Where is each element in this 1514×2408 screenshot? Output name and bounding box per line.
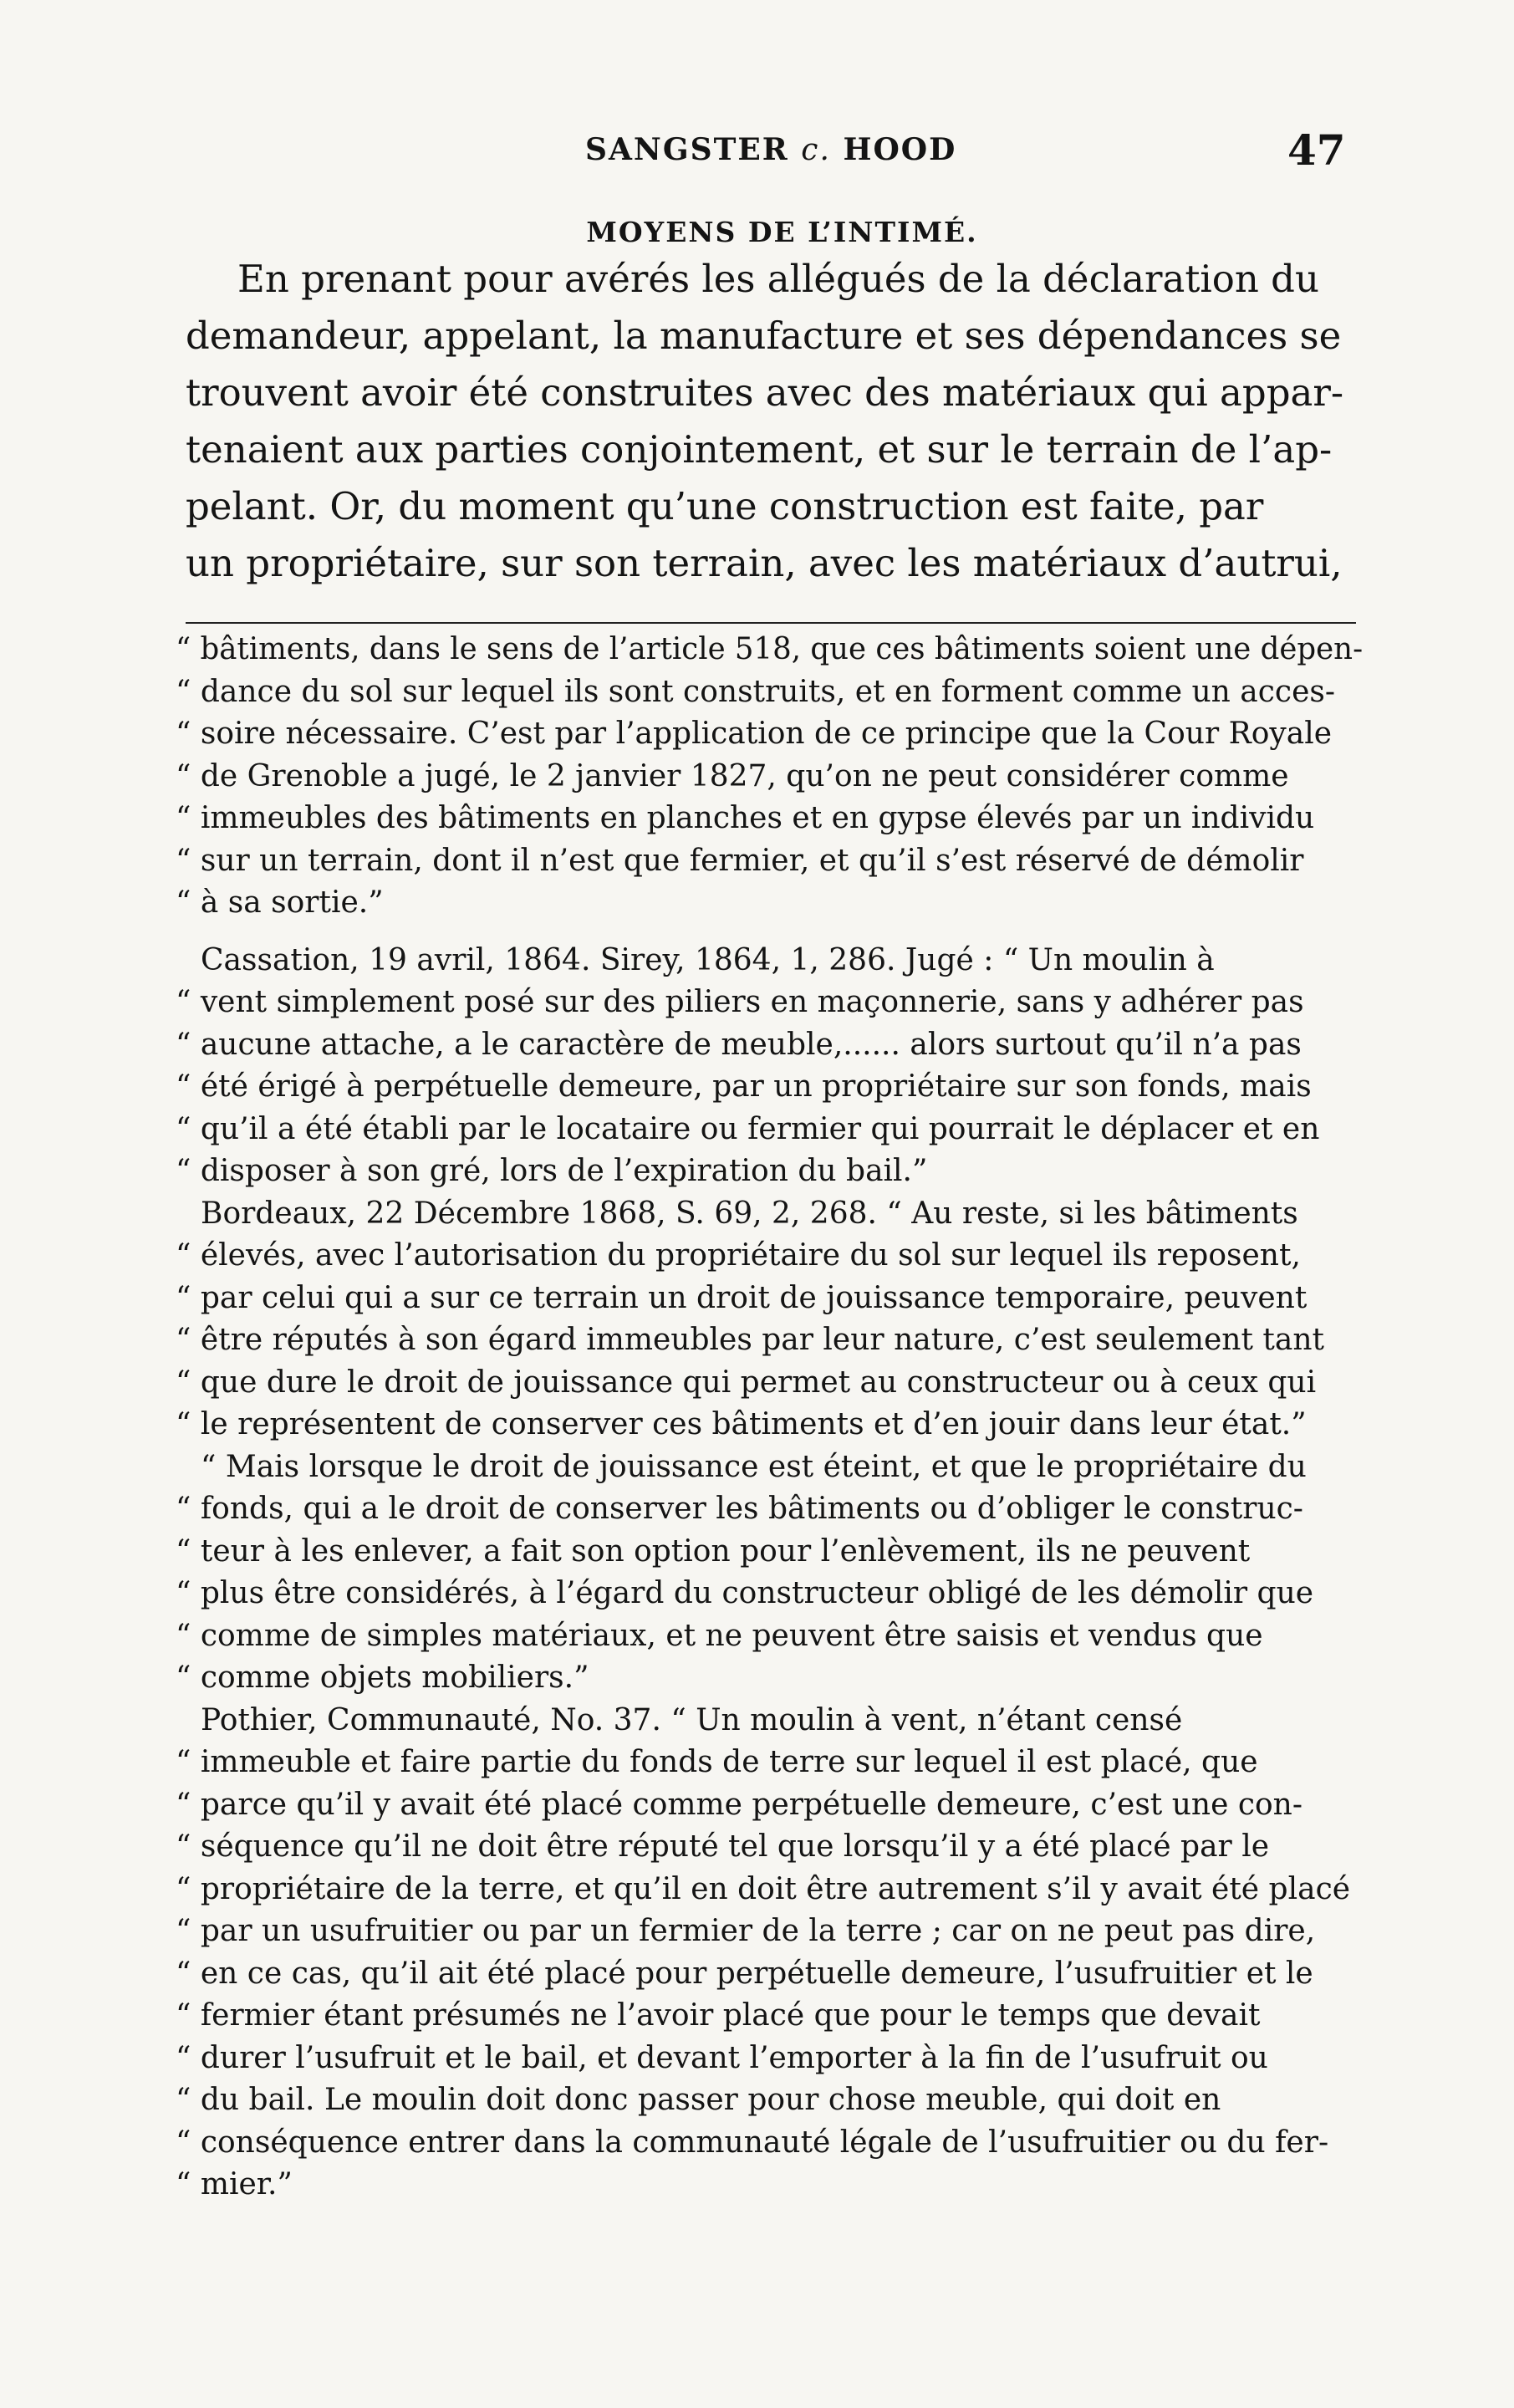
note-line: “ comme de simples matériaux, et ne peuvent être saisis et vendus que <box>176 1618 1263 1653</box>
body-line: demandeur, appelant, la manufacture et ses dépendances se <box>186 314 1342 358</box>
running-head <box>0 125 1514 176</box>
note-line: “ propriétaire de la terre, et qu’il en doit être autrement s’il y avait été placé <box>176 1871 1351 1906</box>
note-line: “ durer l’usufruit et le bail, et devant l’emporter à la fin de l’usufruit ou <box>176 2040 1268 2075</box>
note-line: Bordeaux, 22 Décembre 1868, S. 69, 2, 268. “ Au reste, si les bâtiments <box>201 1196 1298 1231</box>
note-line: “ que dure le droit de jouissance qui permet au constructeur ou à ceux qui <box>176 1365 1317 1400</box>
note-line: “ sur un terrain, dont il n’est que fermier, et qu’il s’est réservé de démolir <box>176 843 1304 878</box>
note-line: “ Mais lorsque le droit de jouissance est éteint, et que le propriétaire du <box>201 1449 1307 1484</box>
note-line: “ être réputés à son égard immeubles par leur nature, c’est seulement tant <box>176 1323 1324 1357</box>
note-line: “ vent simplement posé sur des piliers en maçonnerie, sans y adhérer pas <box>176 985 1304 1019</box>
note-line: “ le représentent de conserver ces bâtiments et d’en jouir dans leur état.” <box>176 1407 1307 1441</box>
note-line: “ disposer à son gré, lors de l’expiration du bail.” <box>176 1154 928 1188</box>
note-line: “ immeubles des bâtiments en planches et en gypse élevés par un individu <box>176 801 1315 835</box>
note-line: “ à sa sortie.” <box>176 885 384 920</box>
note-line: “ comme objets mobiliers.” <box>176 1661 589 1695</box>
note-line: “ fermier étant présumés ne l’avoir placé que pour le temps que devait <box>176 1998 1261 2033</box>
note-line: “ en ce cas, qu’il ait été placé pour perpétuelle demeure, l’usufruitier et le <box>176 1956 1313 1991</box>
note-line: “ mier.” <box>176 2167 293 2201</box>
page-number: 47 <box>1287 125 1346 175</box>
running-title-versus: c. <box>801 133 831 167</box>
running-title <box>585 132 956 167</box>
running-title-name2: HOOD <box>843 132 957 167</box>
note-line: “ aucune attache, a le caractère de meuble,...... alors surtout qu’il n’a pas <box>176 1027 1302 1062</box>
note-line: “ teur à les enlever, a fait son option pour l’enlèvement, ils ne peuvent <box>176 1533 1251 1569</box>
note-line: “ été érigé à perpétuelle demeure, par un propriétaire sur son fonds, mais <box>176 1069 1312 1104</box>
note-line: “ par un usufruitier ou par un fermier de la terre ; car on ne peut pas dire, <box>176 1914 1316 1948</box>
note-line: “ du bail. Le moulin doit donc passer pour chose meuble, qui doit en <box>176 2083 1221 2117</box>
body-line: En prenant pour avérés les allégués de la déclaration du <box>237 257 1319 301</box>
note-line: “ par celui qui a sur ce terrain un droit de jouissance temporaire, peuvent <box>176 1280 1308 1315</box>
note-line: “ immeuble et faire partie du fonds de terre sur lequel il est placé, que <box>176 1745 1258 1779</box>
body-line: pelant. Or, du moment qu’une construction est faite, par <box>186 484 1264 528</box>
note-line: “ parce qu’il y avait été placé comme perpétuelle demeure, c’est une con- <box>176 1787 1303 1822</box>
note-line: Pothier, Communauté, No. 37. “ Un moulin à vent, n’étant censé <box>201 1702 1183 1737</box>
running-title-name1: SANGSTER <box>585 132 789 167</box>
section-title: MOYENS DE L’INTIMÉ. <box>586 216 978 248</box>
note-line: “ plus être considérés, à l’égard du constructeur obligé de les démolir que <box>176 1576 1314 1610</box>
note-line: “ qu’il a été établi par le locataire ou fermier qui pourrait le déplacer et en <box>176 1111 1320 1146</box>
note-line: Cassation, 19 avril, 1864. Sirey, 1864, 1, 286. Jugé : “ Un moulin à <box>201 942 1215 977</box>
note-line: “ soire nécessaire. C’est par l’application de ce principe que la Cour Royale <box>176 717 1333 751</box>
footnote-rule <box>186 622 1356 624</box>
note-line: “ de Grenoble a jugé, le 2 janvier 1827, qu’on ne peut considérer comme <box>176 758 1289 793</box>
note-line: “ séquence qu’il ne doit être réputé tel que lorsqu’il y a été placé par le <box>176 1829 1270 1864</box>
body-line: trouvent avoir été construites avec des matériaux qui appar- <box>186 370 1344 415</box>
body-paragraph <box>186 251 1356 592</box>
note-line: “ élevés, avec l’autorisation du propriétaire du sol sur lequel ils reposent, <box>176 1238 1301 1273</box>
note-line: “ conséquence entrer dans la communauté légale de l’usufruitier ou du fer- <box>176 2125 1329 2160</box>
note-line: “ dance du sol sur lequel ils sont construits, et en forment comme un acces- <box>176 674 1336 709</box>
body-line: tenaient aux parties conjointement, et sur le terrain de l’ap- <box>186 427 1333 472</box>
footnotes <box>176 629 1363 2206</box>
body-line: un propriétaire, sur son terrain, avec les matériaux d’autrui, <box>186 541 1343 585</box>
note-line: “ fonds, qui a le droit de conserver les bâtiments ou d’obliger le construc- <box>176 1492 1303 1526</box>
note-line: “ bâtiments, dans le sens de l’article 518, que ces bâtiments soient une dépen- <box>176 632 1364 666</box>
